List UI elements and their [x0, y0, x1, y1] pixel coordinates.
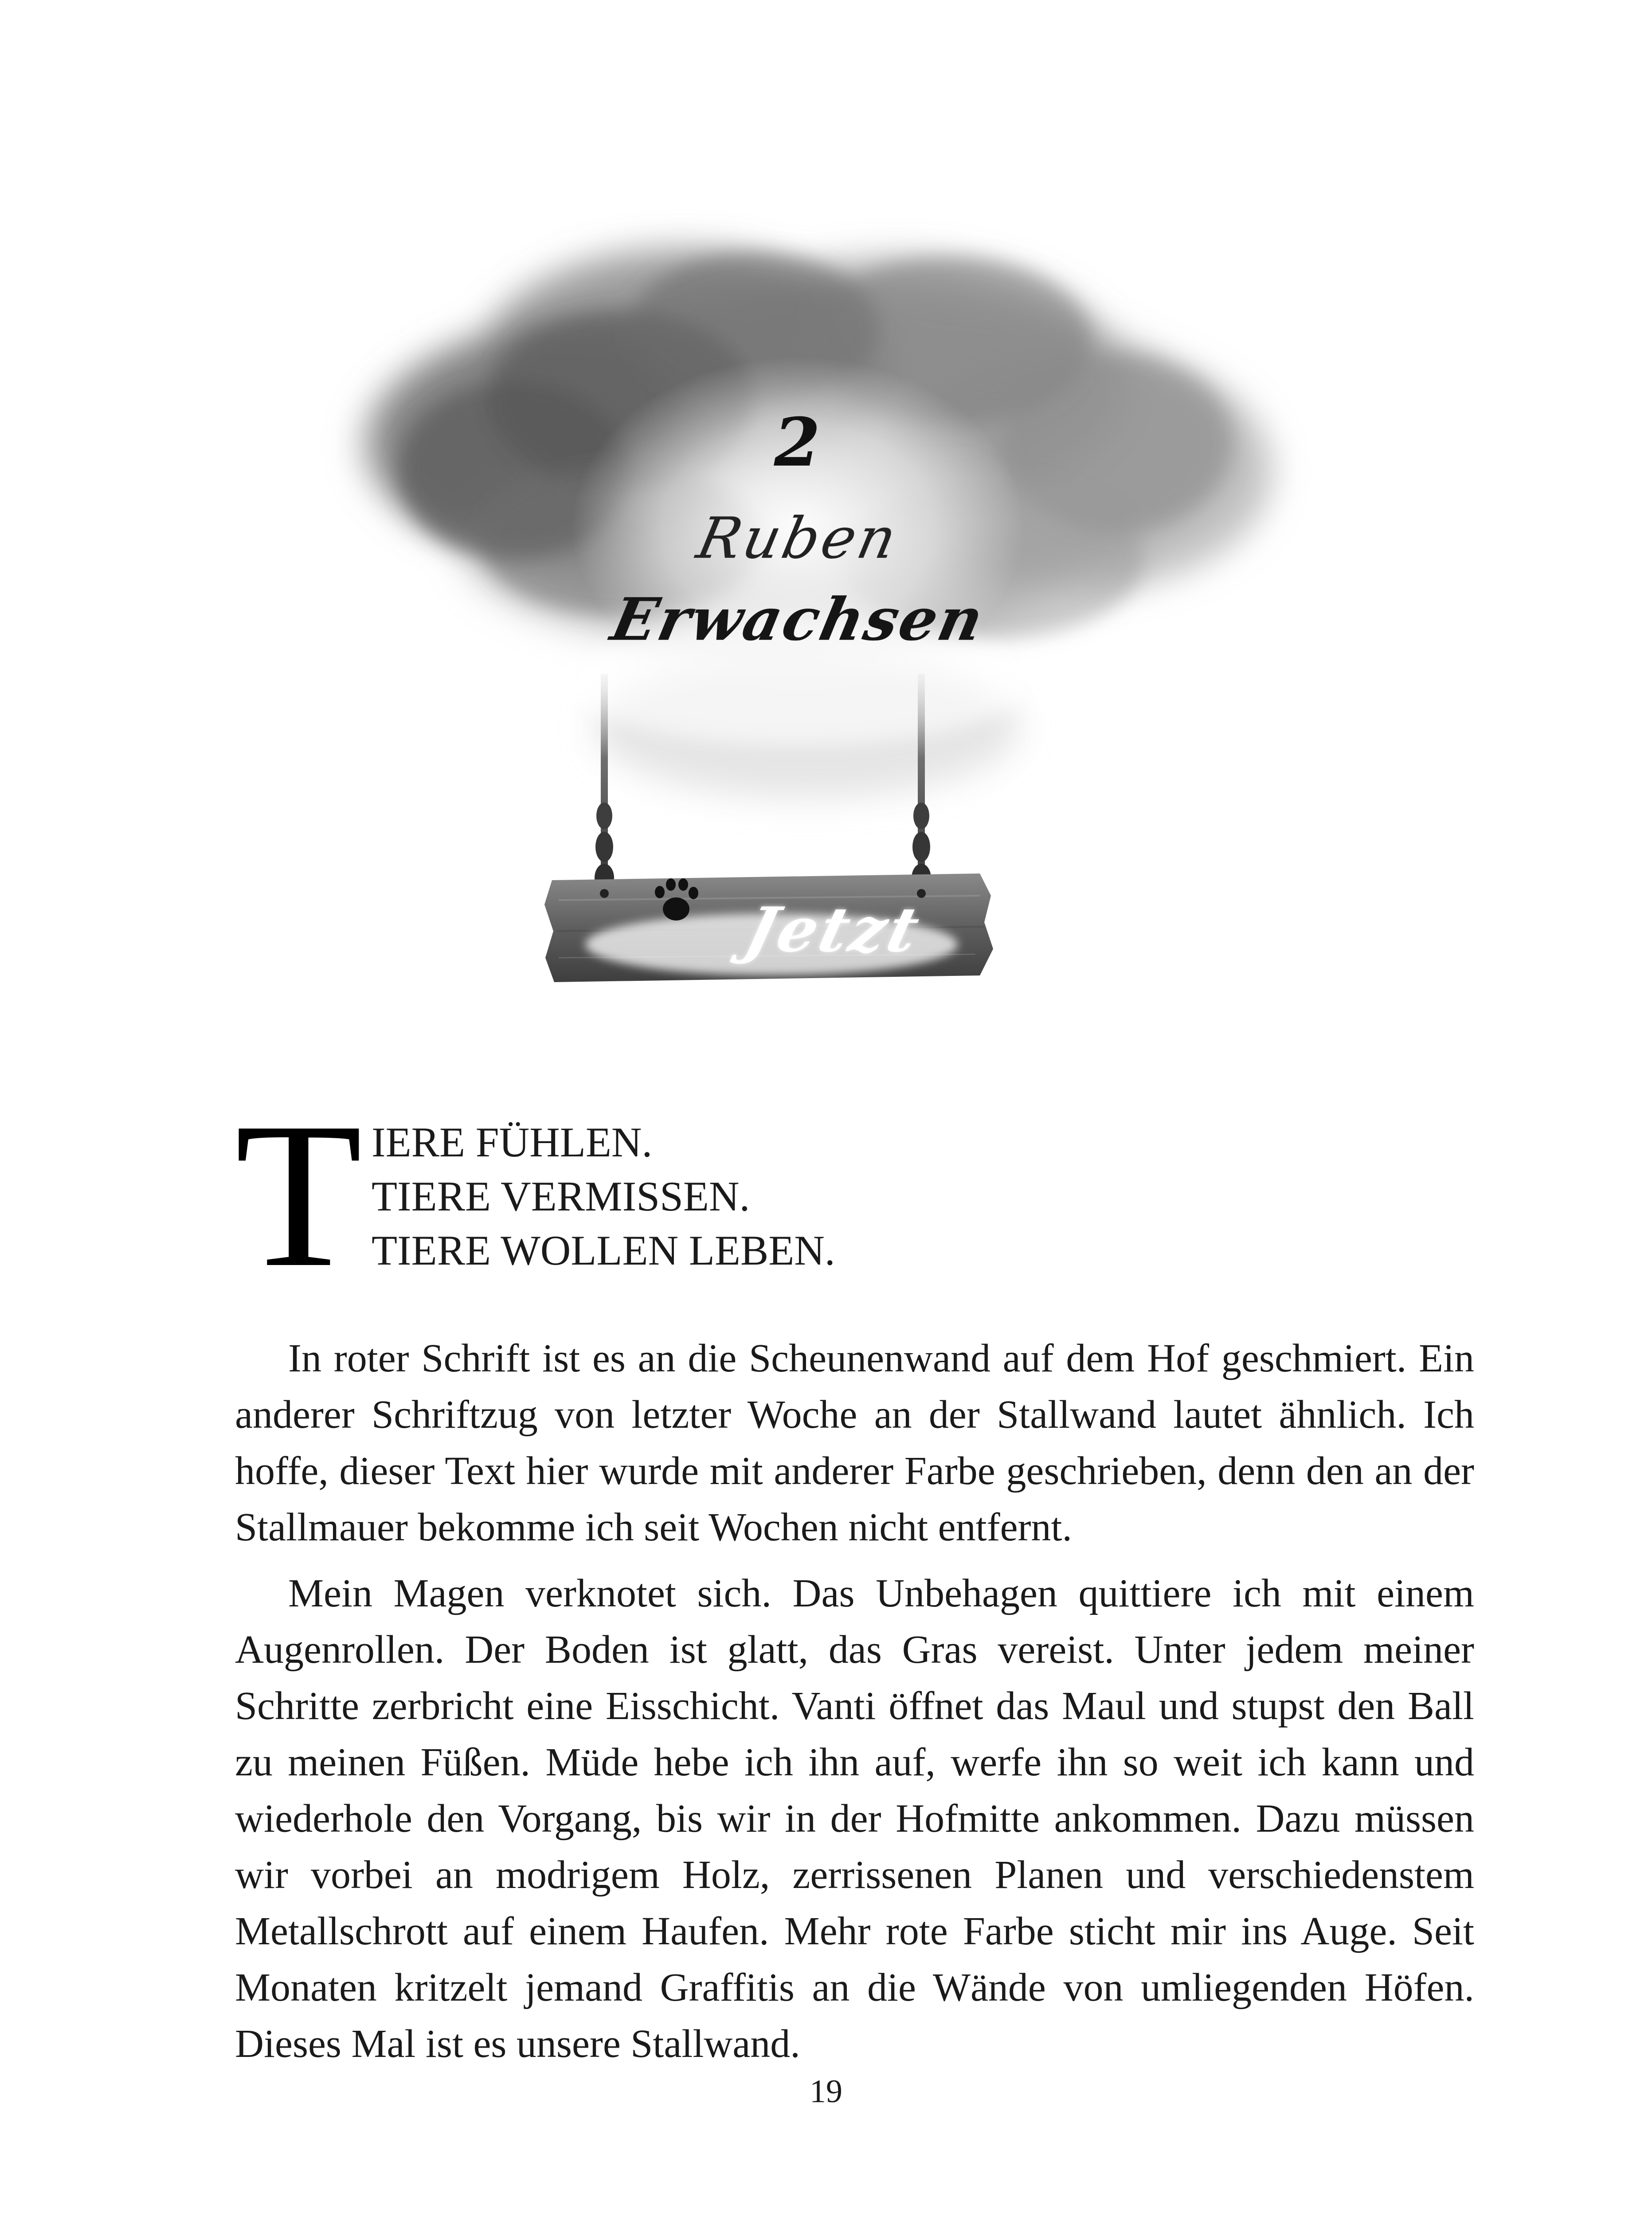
opening-lines	[372, 1115, 835, 1277]
paragraph: In roter Schrift ist es an die Scheunenwand auf dem Hof geschmiert. Ein anderer Schriftzug von letzter Woche an der Stallwand lautet ähnlich. Ich hoffe, dieser Text hier wurde mit anderer Farbe geschrieben, denn den an der Stallmauer bekomme ich seit Wochen nicht entfernt.	[235, 1336, 1474, 1549]
opening-line: TIERE WOLLEN LEBEN.	[372, 1227, 835, 1274]
chapter-number: 2	[774, 403, 822, 482]
chapter-narrator: Ruben	[691, 505, 905, 572]
chapter-subtitle: Erwachsen	[605, 585, 991, 654]
page-number: 19	[810, 2073, 842, 2110]
sign-label: Jetzt	[738, 893, 929, 966]
body-text	[235, 1330, 1474, 2072]
chapter-header-illustration	[284, 195, 1312, 1020]
opening-line: IERE FÜHLEN.	[372, 1119, 653, 1166]
paragraph: Mein Magen verknotet sich. Das Unbehagen quittiere ich mit einem Augenrollen. Der Boden ist glatt, das Gras vereist. Unter jedem meiner Schritte zerbricht eine Eisschicht. Vanti öffnet das Maul und stupst den Ball zu meinen Füßen. Müde hebe ich ihn auf, werfe ihn so weit ich kann und wiederhole den Vorgang, bis wir in der Hofmitte ankommen. Dazu müssen wir vorbei an modrigem Holz, zerrissenen Planen und verschiedenstem Metallschrott auf einem Haufen. Mehr rote Farbe sticht mir ins Auge. Seit Monaten kritzelt jemand Graffitis an die Wände von umliegenden Höfen. Dieses Mal ist es unsere Stallwand.	[235, 1571, 1474, 2066]
drop-cap: T	[235, 1079, 363, 1310]
opening-line: TIERE VERMISSEN.	[372, 1173, 750, 1220]
